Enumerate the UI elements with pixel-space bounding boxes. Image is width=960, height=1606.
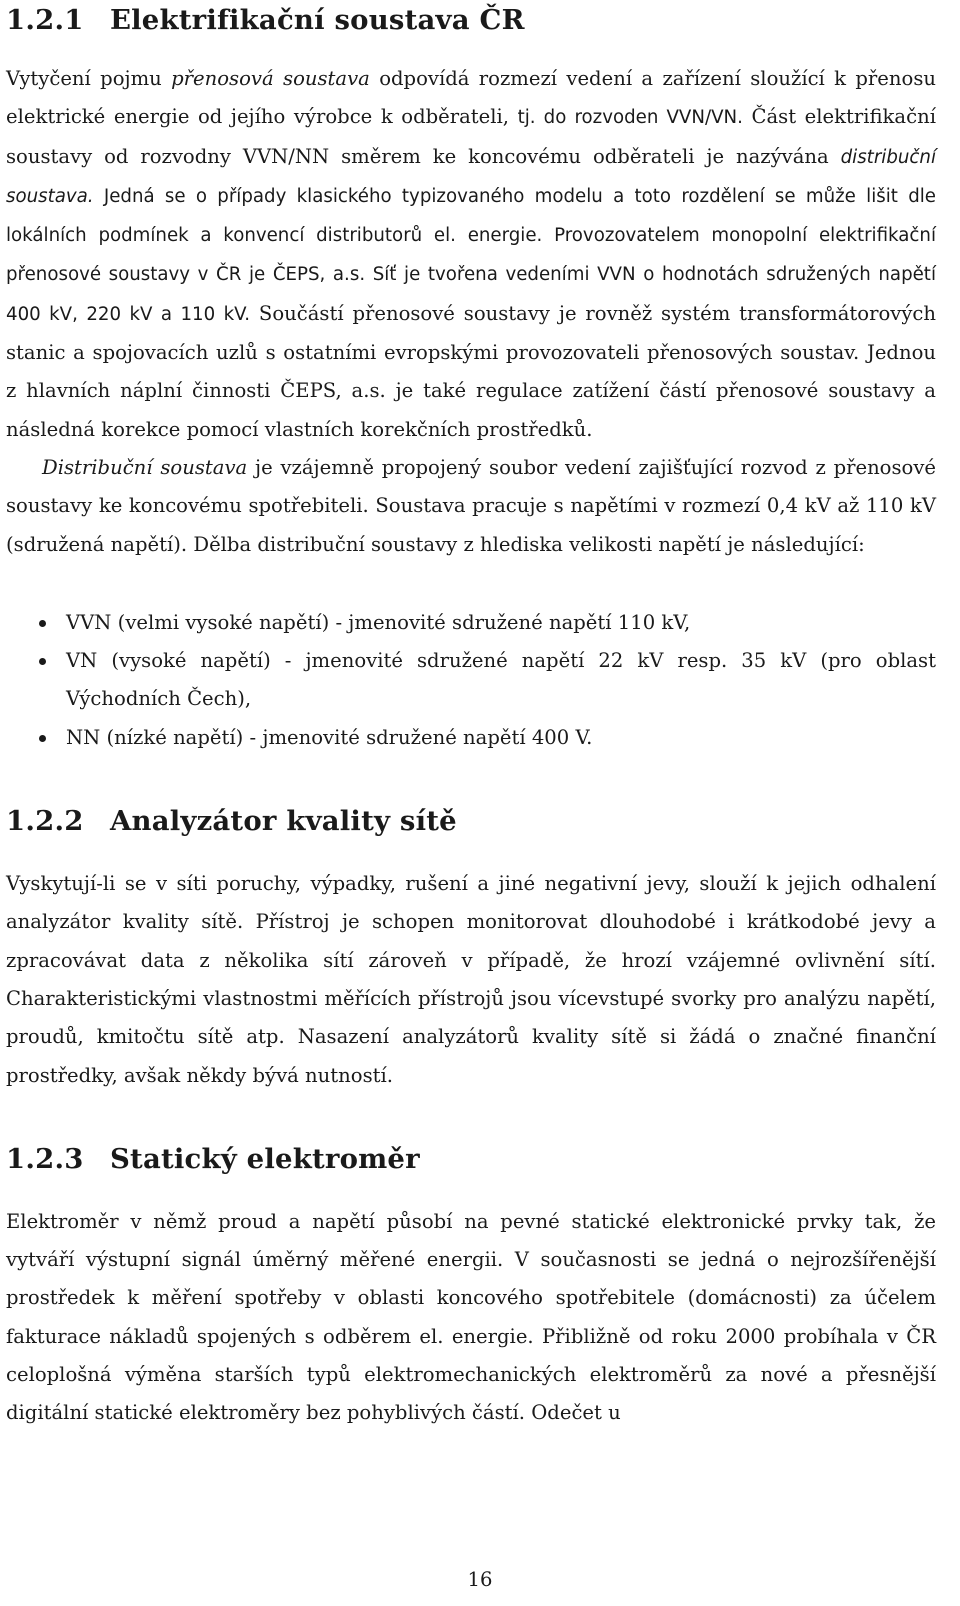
paragraph <box>6 60 936 449</box>
bullet-icon <box>39 620 46 627</box>
section-heading-1 <box>6 0 936 40</box>
text-run: je vzájemně propojený soubor vedení zajišťující rozvod z přenosové soustavy ke koncovému spotřebiteli. Soustava pracuje s napětími v rozmezí 0,4 kV až 110 kV (sdružená napětí). Dělba distribuční soustavy z hlediska velikosti napětí je následující: <box>6 455 936 556</box>
text-run: Vytyčení pojmu <box>6 67 172 90</box>
section-number: 1.2.2 <box>6 805 84 838</box>
paragraph: Vyskytují-li se v síti poruchy, výpadky, rušení a jiné negativní jevy, slouží k jejich odhalení analyzátor kvality sítě. Přístroj je schopen monitorovat dlouhodobé i krátkodobé jevy a zpracovávat data z několika sítí zároveň v případě, že hrozí vzájemné ovlivnění sítí. Charakteristickými vlastnostmi měřících přístrojů jsou vícevstupé svorky pro analýzu napětí, proudů, kmitočtu sítě atp. Nasazení analyzátorů kvality sítě si žádá o značné finanční prostředky, avšak někdy bývá nutností. <box>6 872 936 1087</box>
list-item <box>6 604 936 642</box>
text-run: Část elektrifikační soustavy od rozvodny VVN/NN směrem ke koncovému odběrateli je nazývána <box>6 105 936 168</box>
section-title: Elektrifikační soustava ČR <box>110 4 525 36</box>
bullet-icon <box>39 658 46 665</box>
list-item-text: NN (nízké napětí) - jmenovité sdružené napětí 400 V. <box>66 725 593 749</box>
list-item <box>6 642 936 719</box>
section-number: 1.2.3 <box>6 1142 84 1175</box>
list-item-text: VVN (velmi vysoké napětí) - jmenovité sdružené napětí 110 kV, <box>66 610 691 634</box>
emphasized-term: Distribuční soustava <box>42 455 248 479</box>
section-heading-3 <box>6 1139 936 1179</box>
paragraph <box>6 449 936 564</box>
text-run: tj. do rozvoden VVN/VN. <box>517 107 743 129</box>
section-number: 1.2.1 <box>6 4 84 36</box>
list-item-text: VN (vysoké napětí) - jmenovité sdružené napětí 22 kV resp. 35 kV (pro oblast Východních Čech), <box>66 649 936 711</box>
list-item <box>6 719 936 757</box>
section-heading-2 <box>6 801 936 841</box>
emphasized-term: přenosová soustava <box>171 67 370 90</box>
text-run: Jedná se o případy klasického typizovaného modelu a toto rozdělení se může lišit dle lokálních podmínek a konvencí distributorů el. energie. Provozovatelem monopolní elektrifikační přenosové soustavy v ČR je ČEPS, a.s. Síť je tvořena vedeními VVN o hodnotách sdružených napětí 400 kV, 220 kV a 110 kV. <box>6 185 936 325</box>
voltage-list <box>6 604 936 757</box>
page-content <box>6 0 936 1433</box>
page-number: 16 <box>467 1568 493 1591</box>
text-run: Součástí přenosové soustavy je rovněž systém transformátorových stanic a spojovacích uzlů s ostatními evropskými provozovateli přenosových soustav. Jednou z hlavních náplní činnosti ČEPS, a.s. je také regulace zatížení částí přenosové soustavy a následná korekce pomocí vlastních korekčních prostředků. <box>6 301 937 441</box>
bullet-icon <box>39 735 46 742</box>
section-title: Analyzátor kvality sítě <box>110 805 457 838</box>
emphasized-term: distribuční soustava. <box>6 146 936 207</box>
section-title: Statický elektroměr <box>110 1142 420 1175</box>
paragraph: Elektroměr v němž proud a napětí působí na pevné statické elektronické prvky tak, že vytváří výstupní signál úměrný měřené energii. V současnosti se jedná o nejrozšířenější prostředek k měření spotřeby v oblasti koncového spotřebitele (domácnosti) za účelem fakturace nákladů spojených s odběrem el. energie. Přibližně od roku 2000 probíhala v ČR celoplošná výměna starších typů elektromechanických elektroměrů za nové a přesnější digitální statické elektroměry bez pohyblivých částí. Odečet u <box>6 1209 936 1425</box>
text-run: odpovídá rozmezí vedení a zařízení sloužící k přenosu elektrické energie od jejího výrobce k odběrateli, <box>6 67 936 129</box>
